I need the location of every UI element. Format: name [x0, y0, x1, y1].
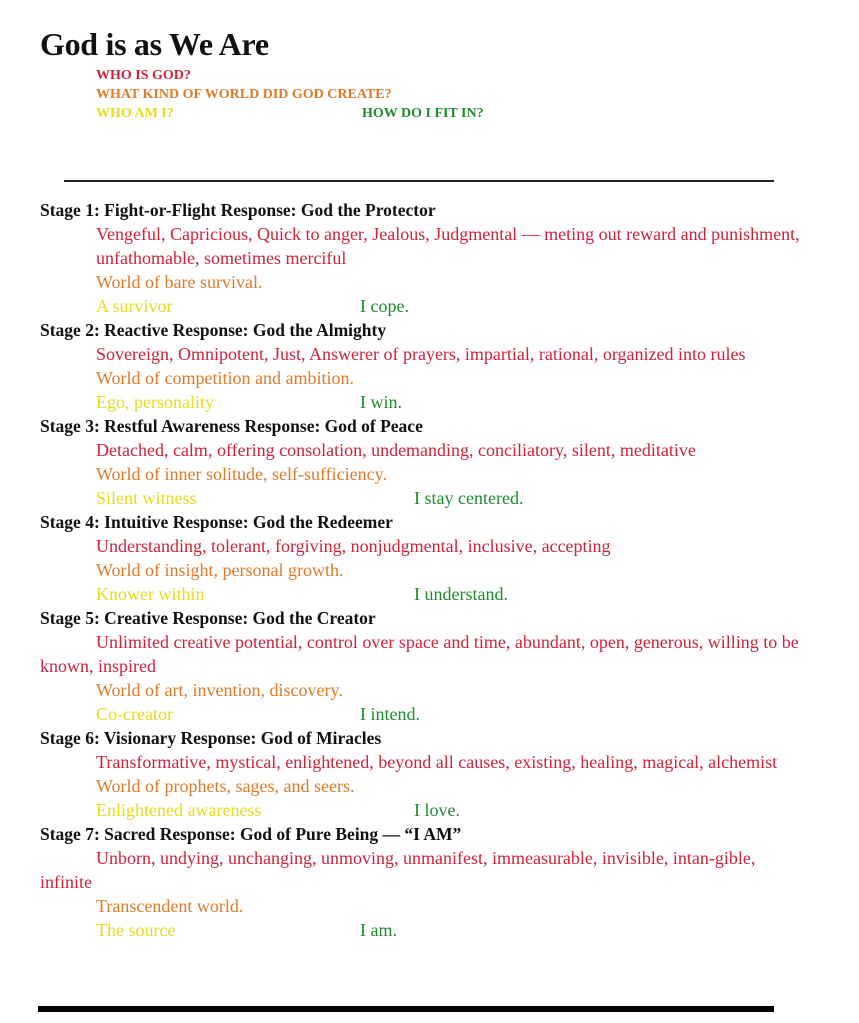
stage-god-description: Understanding, tolerant, forgiving, nonjudgmental, inclusive, accepting: [96, 536, 611, 556]
stage-5: [40, 606, 810, 726]
stage-how-fit: I love.: [414, 800, 460, 820]
stage-heading: Stage 6: Visionary Response: God of Miracles: [40, 728, 382, 748]
stage-who-am-i: The source: [96, 920, 176, 940]
stage-how-fit: I am.: [360, 920, 397, 940]
stage-list: [40, 198, 810, 942]
stage-1: [40, 198, 810, 318]
stage-who-am-i: Knower within: [96, 584, 205, 604]
stage-heading: Stage 4: Intuitive Response: God the Redeemer: [40, 512, 393, 532]
stage-how-fit: I cope.: [360, 296, 409, 316]
question-what-world: WHAT KIND OF WORLD DID GOD CREATE?: [96, 87, 392, 102]
stage-heading: Stage 5: Creative Response: God the Creator: [40, 608, 376, 628]
stage-world: World of inner solitude, self-sufficiency.: [96, 464, 387, 484]
stage-how-fit: I intend.: [360, 704, 420, 724]
stage-heading: Stage 2: Reactive Response: God the Almighty: [40, 320, 387, 340]
stage-how-fit: I stay centered.: [414, 488, 524, 508]
stage-4: [40, 510, 810, 606]
stage-who-am-i: Enlightened awareness: [96, 800, 262, 820]
question-who-is-god: WHO IS GOD?: [96, 68, 191, 83]
question-how-fit: HOW DO I FIT IN?: [362, 106, 484, 121]
stage-who-am-i: Ego, personality: [96, 392, 214, 412]
bottom-divider: [38, 1006, 774, 1012]
stage-6: [40, 726, 810, 822]
stage-world: World of prophets, sages, and seers.: [96, 776, 355, 796]
stage-heading: Stage 7: Sacred Response: God of Pure Being — “I AM”: [40, 824, 462, 844]
stage-god-description: Unborn, undying, unchanging, unmoving, unmanifest, immeasurable, invisible, intan-gible, infinite: [40, 848, 756, 892]
stage-world: World of bare survival.: [96, 272, 263, 292]
stage-god-description: Detached, calm, offering consolation, undemanding, conciliatory, silent, meditative: [96, 440, 696, 460]
top-divider: [64, 180, 774, 182]
stage-who-am-i: Silent witness: [96, 488, 197, 508]
stage-3: [40, 414, 810, 510]
stage-world: World of competition and ambition.: [96, 368, 355, 388]
stage-2: [40, 318, 810, 414]
stage-7: [40, 822, 810, 942]
question-who-am-i: WHO AM I?: [96, 106, 174, 121]
stage-god-description: Vengeful, Capricious, Quick to anger, Jealous, Judgmental — meting out reward and punishment, unfathomable, sometimes merciful: [96, 224, 800, 268]
stage-god-description: Unlimited creative potential, control over space and time, abundant, open, generous, willing to be known, inspired: [40, 632, 799, 676]
stage-heading: Stage 1: Fight-or-Flight Response: God the Protector: [40, 200, 436, 220]
page-title: God is as We Are: [40, 26, 269, 62]
stage-world: Transcendent world.: [96, 896, 244, 916]
stage-world: World of art, invention, discovery.: [96, 680, 343, 700]
stage-who-am-i: A survivor: [96, 296, 173, 316]
stage-world: World of insight, personal growth.: [96, 560, 344, 580]
stage-god-description: Sovereign, Omnipotent, Just, Answerer of prayers, impartial, rational, organized into rules: [96, 344, 746, 364]
stage-god-description: Transformative, mystical, enlightened, beyond all causes, existing, healing, magical, alchemist: [96, 752, 778, 772]
stage-how-fit: I win.: [360, 392, 402, 412]
stage-who-am-i: Co-creator: [96, 704, 173, 724]
stage-heading: Stage 3: Restful Awareness Response: God of Peace: [40, 416, 423, 436]
stage-how-fit: I understand.: [414, 584, 508, 604]
